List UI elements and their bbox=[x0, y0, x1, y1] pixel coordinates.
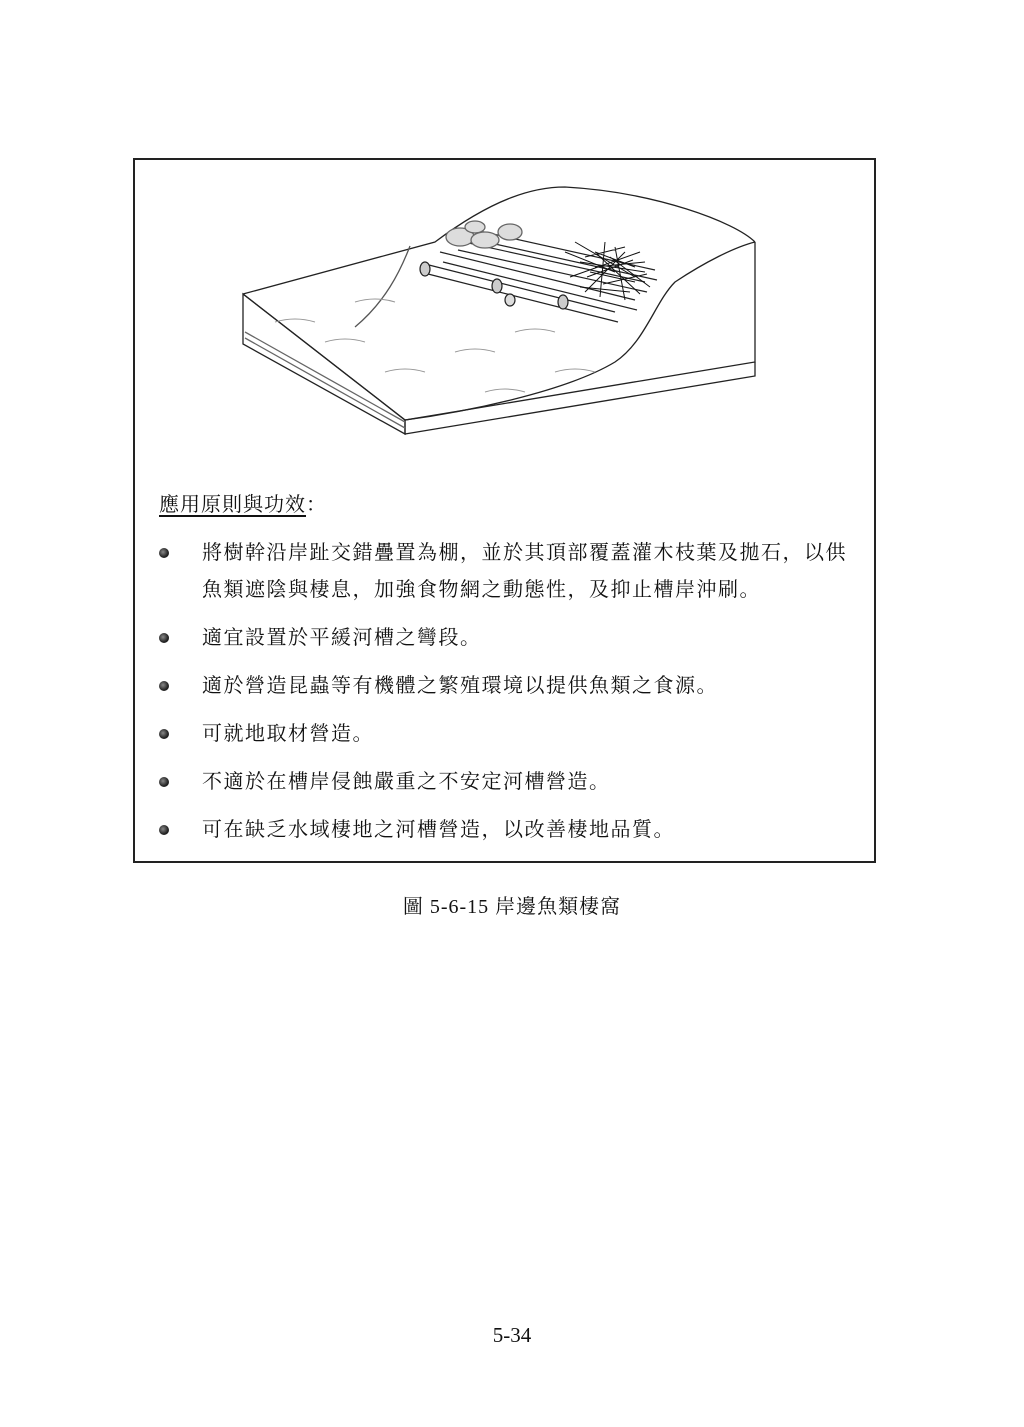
fish-habitat-illustration bbox=[235, 182, 765, 472]
bullet-icon bbox=[159, 777, 169, 787]
figure-caption: 圖 5-6-15 岸邊魚類棲窩 bbox=[402, 896, 622, 918]
figure-box bbox=[133, 158, 876, 863]
bullet-icon bbox=[159, 825, 169, 835]
list-item bbox=[159, 763, 859, 800]
bullet-icon bbox=[159, 548, 169, 558]
list-item bbox=[159, 619, 859, 656]
list-item-text: 適宜設置於平緩河槽之彎段。 bbox=[202, 625, 482, 649]
list-item bbox=[159, 534, 859, 608]
list-item-text: 不適於在槽岸侵蝕嚴重之不安定河槽營造。 bbox=[202, 769, 611, 793]
section-title: 應用原則與功效 bbox=[159, 492, 306, 516]
list-item-text: 可就地取材營造。 bbox=[202, 721, 374, 745]
list-item bbox=[159, 811, 859, 848]
list-item bbox=[159, 667, 859, 704]
section-title-colon: ： bbox=[306, 492, 327, 516]
list-item-text: 將樹幹沿岸趾交錯疊置為棚，並於其頂部覆蓋灌木枝葉及拋石，以供魚類遮陰與棲息，加強食物網之動態性，及抑止槽岸沖刷。 bbox=[202, 540, 847, 601]
principles-list bbox=[159, 534, 859, 859]
bullet-icon bbox=[159, 681, 169, 691]
page-number: 5-34 bbox=[492, 1323, 532, 1347]
section-heading bbox=[159, 488, 327, 517]
bullet-icon bbox=[159, 633, 169, 643]
list-item bbox=[159, 715, 859, 752]
list-item-text: 可在缺乏水域棲地之河槽營造，以改善棲地品質。 bbox=[202, 817, 675, 841]
bullet-icon bbox=[159, 729, 169, 739]
list-item-text: 適於營造昆蟲等有機體之繁殖環境以提供魚類之食源。 bbox=[202, 673, 718, 697]
